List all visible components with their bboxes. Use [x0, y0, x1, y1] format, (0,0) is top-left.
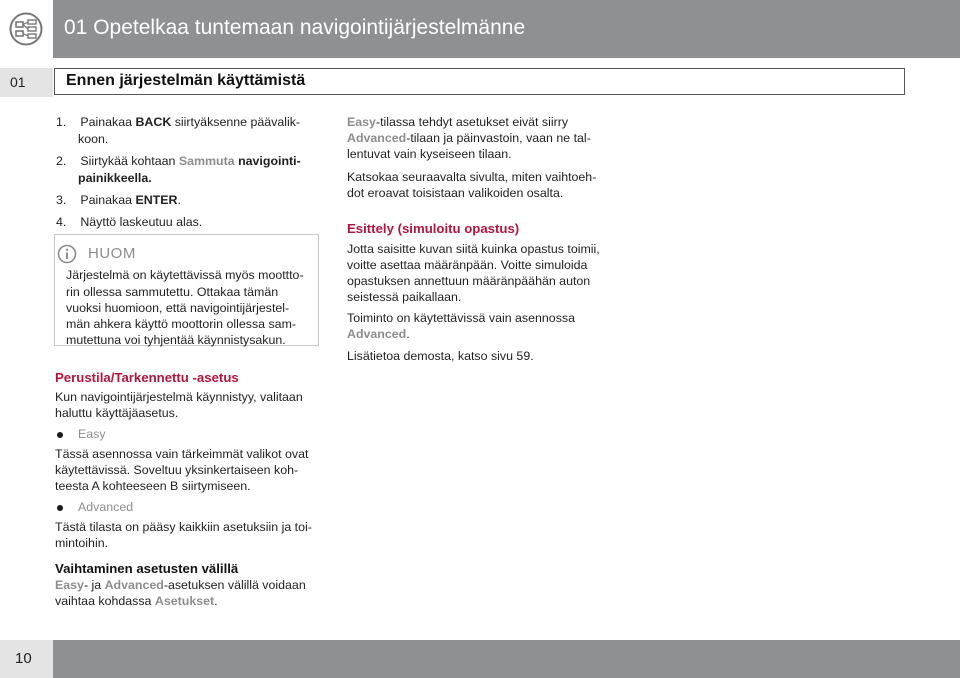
right-p1-line-3: lentuvat vain kyseiseen tilaan. [347, 147, 512, 161]
info-icon [57, 244, 77, 264]
step-2: 2. Siirtykää kohtaan Sammuta navigointi- [56, 154, 301, 168]
easy-desc-3: teesta A kohteeseen B siirtymiseen. [55, 479, 251, 493]
page-title: 01 Opetelkaa tuntemaan navigointijärjestelmänne [64, 16, 526, 39]
switching-line-2: vaihtaa kohdassa Asetukset. [55, 594, 218, 608]
right-p1-line-1: Easy-tilassa tehdyt asetukset eivät siirry [347, 115, 569, 129]
page-number: 10 [15, 650, 32, 667]
more-info: Lisätietoa demosta, katso sivu 59. [347, 349, 534, 363]
sim-heading: Esittely (simuloitu opastus) [347, 221, 520, 236]
right-p1-line-2: Advanced-tilaan ja päinvastoin, vaan ne tal- [347, 131, 591, 145]
easy-desc-2: käytettävissä. Soveltuu yksinkertaiseen koh- [55, 463, 299, 477]
advanced-label: Advanced [78, 500, 134, 514]
right-p2-line-1: Katsokaa seuraavalta sivulta, miten vaihtoeh- [347, 170, 597, 184]
note-line-1: Järjestelmä on käytettävissä myös moottto- [66, 268, 304, 282]
header-icon-box [0, 0, 53, 58]
note-line-2: rin ollessa sammutettu. Ottakaa tämän [66, 285, 279, 299]
sim-line-4: seistessä paikallaan. [347, 290, 462, 304]
only-advanced-line-1: Toiminto on käytettävissä vain asennossa [347, 311, 575, 325]
advanced-desc-2: mintoihin. [55, 536, 109, 550]
switching-line-1: Easy- ja Advanced-asetuksen välillä voidaan [55, 578, 306, 592]
section-title: Ennen järjestelmän käyttämistä [66, 72, 306, 89]
navigation-menu-icon [9, 12, 43, 46]
note-line-4: män ahkera käyttö moottorin ollessa sam- [66, 317, 297, 331]
reset-intro-2: haluttu käyttäjäasetus. [55, 406, 179, 420]
bullet-advanced [57, 505, 63, 511]
advanced-desc-1: Tästä tilasta on pääsy kaikkiin asetuksiin ja toi- [55, 520, 312, 534]
note-line-3: vuoksi huomioon, että navigointijärjestel- [66, 301, 290, 315]
step-1: 1. Painakaa BACK siirtyäksenne päävalik- [56, 115, 301, 129]
reset-intro-1: Kun navigointijärjestelmä käynnistyy, valitaan [55, 390, 303, 404]
only-advanced-line-2: Advanced. [347, 327, 410, 341]
chapter-tab [0, 68, 53, 97]
chapter-number: 01 [10, 74, 26, 90]
step-1-cont: koon. [78, 132, 109, 146]
page-footer [0, 640, 960, 678]
switching-heading: Vaihtaminen asetusten välillä [55, 561, 239, 576]
step-4: 4. Näyttö laskeutuu alas. [56, 215, 203, 229]
sim-line-3: opastuksen annettuun määränpäähän auton [347, 274, 591, 288]
sim-line-2: voitte asettaa määränpään. Voitte simuloida [347, 258, 588, 272]
note-line-5: mutettuna voi tyhjentää käynnistysakun. [66, 333, 286, 347]
reset-heading: Perustila/Tarkennettu -asetus [55, 370, 239, 385]
easy-label: Easy [78, 427, 106, 441]
right-p2-line-2: dot eroavat toisistaan valikoiden osalta. [347, 186, 564, 200]
sim-line-1: Jotta saisitte kuvan siitä kuinka opastus toimii, [347, 242, 600, 256]
note-label: HUOM [88, 245, 136, 262]
easy-desc-1: Tässä asennossa vain tärkeimmät valikot ovat [55, 447, 309, 461]
step-3: 3. Painakaa ENTER. [56, 193, 181, 207]
step-2-cont: painikkeella. [78, 171, 152, 185]
bullet-easy [57, 432, 63, 438]
